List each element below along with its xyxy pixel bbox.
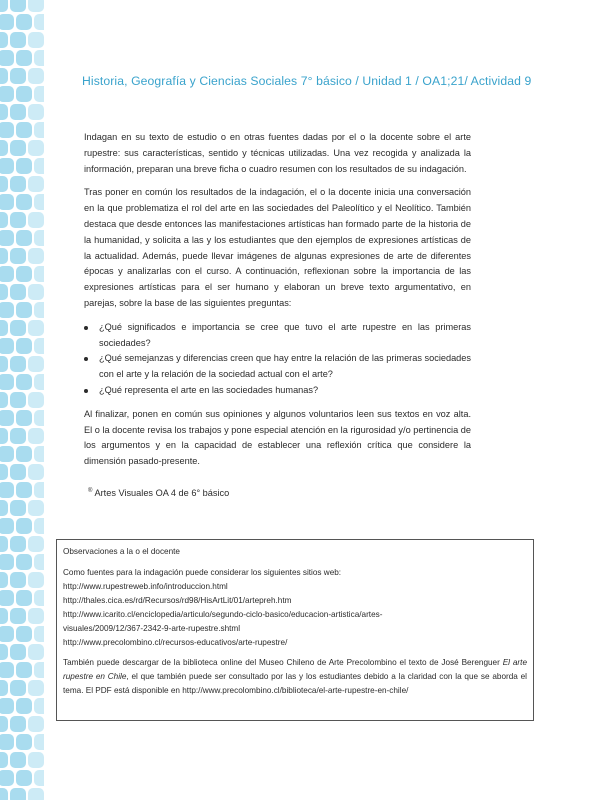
decorative-tile — [28, 680, 44, 696]
decorative-tile — [34, 374, 44, 390]
decorative-tile — [0, 230, 14, 246]
decorative-tile — [16, 14, 32, 30]
decorative-tile — [16, 230, 32, 246]
decorative-tile-row — [0, 140, 44, 158]
decorative-tile — [10, 176, 26, 192]
decorative-tile — [0, 482, 14, 498]
decorative-tile-row — [0, 518, 44, 536]
decorative-tile — [0, 338, 14, 354]
decorative-tile — [34, 302, 44, 318]
decorative-tile — [0, 590, 14, 606]
decorative-tile — [28, 572, 44, 588]
decorative-tile-row — [0, 284, 44, 302]
decorative-tile — [0, 140, 8, 156]
decorative-tile — [34, 626, 44, 642]
decorative-tile — [0, 788, 8, 800]
book-title: El arte rupestre en Chile — [63, 658, 527, 681]
decorative-tile — [28, 32, 44, 48]
decorative-tile — [0, 302, 14, 318]
links-intro: Como fuentes para la indagación puede considerar los siguientes sitios web: — [63, 568, 342, 577]
decorative-tile — [34, 194, 44, 210]
decorative-tile — [28, 752, 44, 768]
decorative-tile — [28, 536, 44, 552]
decorative-tile — [10, 716, 26, 732]
decorative-tile-row — [0, 14, 44, 32]
decorative-tile — [34, 698, 44, 714]
decorative-tile — [0, 176, 8, 192]
decorative-tile — [16, 194, 32, 210]
decorative-tile — [0, 446, 14, 462]
decorative-tile-strip — [0, 0, 44, 800]
decorative-tile — [10, 248, 26, 264]
decorative-tile — [10, 572, 26, 588]
decorative-tile — [34, 266, 44, 282]
decorative-tile-row — [0, 392, 44, 410]
decorative-tile-row — [0, 32, 44, 50]
decorative-tile — [0, 572, 8, 588]
decorative-tile — [28, 392, 44, 408]
paragraph-research: Indagan en su texto de estudio o en otras fuentes dadas por el o la docente sobre el arte rupestre: sus características, sentido y técnicas utilizadas. Una vez recogida y analizada la información, preparan una breve ficha o cuadro resumen con los resultados de su indagación. — [84, 132, 471, 174]
decorative-tile — [16, 770, 32, 786]
decorative-tile — [28, 68, 44, 84]
decorative-tile — [16, 446, 32, 462]
decorative-tile — [10, 788, 26, 800]
decorative-tile — [28, 428, 44, 444]
decorative-tile-row — [0, 446, 44, 464]
decorative-tile — [10, 320, 26, 336]
footnote-text: Artes Visuales OA 4 de 6° básico — [92, 488, 230, 498]
decorative-tile — [10, 428, 26, 444]
decorative-tile — [10, 140, 26, 156]
decorative-tile-row — [0, 158, 44, 176]
download-note-text: También puede descargar de la biblioteca online del Museo Chileno de Arte Precolombino el texto de José Berenguer — [63, 658, 503, 667]
decorative-tile — [34, 734, 44, 750]
decorative-tile — [16, 698, 32, 714]
decorative-tile-row — [0, 608, 44, 626]
decorative-tile — [16, 86, 32, 102]
decorative-tile-row — [0, 104, 44, 122]
decorative-tile — [34, 662, 44, 678]
decorative-tile — [0, 608, 8, 624]
decorative-tile — [0, 770, 14, 786]
decorative-tile — [34, 590, 44, 606]
decorative-tile-row — [0, 698, 44, 716]
decorative-tile — [0, 356, 8, 372]
decorative-tile — [10, 392, 26, 408]
decorative-tile — [16, 590, 32, 606]
decorative-tile — [0, 500, 8, 516]
teacher-observations-box — [56, 539, 534, 721]
decorative-tile — [0, 104, 8, 120]
decorative-tile-row — [0, 644, 44, 662]
decorative-tile-row — [0, 266, 44, 284]
decorative-tile — [10, 0, 26, 12]
decorative-tile — [34, 410, 44, 426]
decorative-tile — [28, 608, 44, 624]
decorative-tile — [10, 356, 26, 372]
decorative-tile-row — [0, 248, 44, 266]
decorative-tile — [10, 212, 26, 228]
decorative-tile — [34, 122, 44, 138]
decorative-tile — [34, 518, 44, 534]
decorative-tile-row — [0, 680, 44, 698]
decorative-tile — [0, 428, 8, 444]
decorative-tile — [28, 0, 44, 12]
decorative-tile — [34, 158, 44, 174]
decorative-tile — [10, 32, 26, 48]
decorative-tile — [0, 248, 8, 264]
decorative-tile — [10, 464, 26, 480]
question-text: ¿Qué semejanzas y diferencias creen que hay entre la relación de las primeras sociedades con el arte y la relación de la sociedad actual con el arte? — [99, 353, 471, 380]
decorative-tile — [16, 554, 32, 570]
decorative-tile-row — [0, 122, 44, 140]
decorative-tile — [0, 644, 8, 660]
decorative-tile — [0, 554, 14, 570]
decorative-tile-row — [0, 176, 44, 194]
decorative-tile — [34, 230, 44, 246]
decorative-tile — [34, 86, 44, 102]
decorative-tile-row — [0, 86, 44, 104]
decorative-tile — [0, 536, 8, 552]
decorative-tile — [0, 716, 8, 732]
decorative-tile — [34, 14, 44, 30]
decorative-tile-row — [0, 482, 44, 500]
decorative-tile — [0, 194, 14, 210]
decorative-tile — [16, 482, 32, 498]
decorative-tile — [0, 320, 8, 336]
decorative-tile-row — [0, 500, 44, 518]
decorative-tile-row — [0, 662, 44, 680]
decorative-tile — [16, 626, 32, 642]
decorative-tile-row — [0, 752, 44, 770]
decorative-tile-row — [0, 428, 44, 446]
decorative-tile-row — [0, 770, 44, 788]
decorative-tile — [16, 662, 32, 678]
decorative-tile — [28, 140, 44, 156]
decorative-tile — [16, 50, 32, 66]
decorative-tile — [0, 122, 14, 138]
decorative-tile-row — [0, 626, 44, 644]
question-text: ¿Qué significados e importancia se cree que tuvo el arte rupestre en las primeras sociedades? — [99, 321, 471, 348]
bullet-icon — [84, 326, 88, 330]
decorative-tile — [0, 266, 14, 282]
decorative-tile — [28, 212, 44, 228]
resource-link[interactable]: http://www.icarito.cl/enciclopedia/articulo/segundo-ciclo-basico/educacion-artistica/artes- — [63, 610, 383, 619]
decorative-tile — [0, 626, 14, 642]
decorative-tile — [34, 50, 44, 66]
decorative-tile — [0, 680, 8, 696]
decorative-tile — [28, 644, 44, 660]
resource-link-continuation[interactable]: visuales/2009/12/367-2342-9-arte-rupestre.shtml — [63, 624, 241, 633]
decorative-tile — [0, 284, 8, 300]
decorative-tile — [0, 752, 8, 768]
question-list — [84, 320, 471, 399]
decorative-tile — [34, 554, 44, 570]
decorative-tile — [28, 788, 44, 800]
decorative-tile-row — [0, 212, 44, 230]
decorative-tile — [16, 302, 32, 318]
page-header-title: Historia, Geografía y Ciencias Sociales 7° básico / Unidad 1 / OA1;21/ Actividad 9 — [82, 74, 532, 88]
decorative-tile-row — [0, 50, 44, 68]
decorative-tile — [16, 410, 32, 426]
decorative-tile — [0, 14, 14, 30]
question-item — [84, 351, 471, 383]
decorative-tile — [10, 752, 26, 768]
question-item — [84, 383, 471, 399]
decorative-tile — [10, 680, 26, 696]
decorative-tile — [0, 158, 14, 174]
decorative-tile — [0, 374, 14, 390]
decorative-tile — [10, 68, 26, 84]
activity-content — [84, 130, 471, 502]
decorative-tile — [0, 518, 14, 534]
footnote-mark: ® — [88, 487, 93, 494]
decorative-tile — [0, 212, 8, 228]
decorative-tile — [28, 320, 44, 336]
decorative-tile — [28, 716, 44, 732]
decorative-tile — [34, 338, 44, 354]
decorative-tile-row — [0, 464, 44, 482]
decorative-tile-row — [0, 230, 44, 248]
resource-link[interactable]: http://thales.cica.es/rd/Recursos/rd98/HisArtLit/01/artepreh.htm — [63, 596, 292, 605]
decorative-tile — [10, 608, 26, 624]
decorative-tile — [16, 266, 32, 282]
decorative-tile-row — [0, 194, 44, 212]
decorative-tile — [0, 32, 8, 48]
decorative-tile-row — [0, 572, 44, 590]
decorative-tile — [0, 662, 14, 678]
decorative-tile — [10, 284, 26, 300]
decorative-tile-row — [0, 734, 44, 752]
decorative-tile — [28, 500, 44, 516]
decorative-tile — [16, 734, 32, 750]
decorative-tile — [0, 0, 8, 12]
decorative-tile — [10, 536, 26, 552]
decorative-tile — [10, 500, 26, 516]
decorative-tile-row — [0, 788, 44, 800]
decorative-tile — [34, 482, 44, 498]
decorative-tile-row — [0, 356, 44, 374]
decorative-tile-row — [0, 410, 44, 428]
resource-link[interactable]: http://www.precolombino.cl/recursos-educativos/arte-rupestre/ — [63, 638, 288, 647]
decorative-tile — [28, 248, 44, 264]
bullet-icon — [84, 357, 88, 361]
paragraph-closing: Al finalizar, ponen en común sus opiniones y algunos voluntarios leen sus textos en voz alta. El o la docente revisa los trabajos y pone especial atención en la rigurosidad y/o pertinencia de los argumentos y en la capacidad de establecer una reflexión crítica que considere la dimensión pasado-presente. — [84, 408, 471, 467]
decorative-tile — [28, 464, 44, 480]
decorative-tile-row — [0, 536, 44, 554]
decorative-tile — [28, 284, 44, 300]
decorative-tile-row — [0, 302, 44, 320]
decorative-tile-row — [0, 68, 44, 86]
decorative-tile-row — [0, 590, 44, 608]
decorative-tile — [10, 104, 26, 120]
observations-title: Observaciones a la o el docente — [63, 547, 180, 556]
decorative-tile — [34, 770, 44, 786]
resource-link[interactable]: http://www.rupestreweb.info/introduccion.html — [63, 582, 228, 591]
cross-curricular-footnote — [84, 484, 471, 502]
question-item — [84, 320, 471, 352]
decorative-tile — [0, 50, 14, 66]
decorative-tile — [28, 176, 44, 192]
decorative-tile — [0, 698, 14, 714]
decorative-tile — [16, 374, 32, 390]
decorative-tile — [28, 104, 44, 120]
decorative-tile — [0, 86, 14, 102]
decorative-tile — [16, 158, 32, 174]
question-text: ¿Qué representa el arte en las sociedades humanas? — [99, 384, 319, 395]
decorative-tile — [10, 644, 26, 660]
decorative-tile-row — [0, 338, 44, 356]
decorative-tile — [0, 392, 8, 408]
decorative-tile — [16, 518, 32, 534]
decorative-tile — [16, 122, 32, 138]
decorative-tile-row — [0, 554, 44, 572]
links-block — [63, 566, 527, 650]
paragraph-discussion: Tras poner en común los resultados de la indagación, el o la docente inicia una conversación en la que problematiza el rol del arte en las sociedades del Paleolítico y el Neolítico. También destaca que desde entonces las manifestaciones artísticas han formado parte de la historia de la humanidad, y solicita a las y los estudiantes que den ejemplos de expresiones artísticas de la actualidad. Además, puede llevar imágenes de algunas expresiones de arte de diferentes épocas y analizarlas con el curso. A continuación, reflexionan sobre la importancia de las expresiones artísticas para el ser humano y elaboran un breve texto argumentativo, en parejas, sobre la base de las siguientes preguntas: — [84, 187, 471, 308]
decorative-tile — [0, 68, 8, 84]
decorative-tile — [0, 410, 14, 426]
decorative-tile-row — [0, 374, 44, 392]
download-note-text-end[interactable]: , el que también puede ser consultado por las y los estudiantes debido a la claridad con la que se aborda el tema. El PDF está disponible en http://www.precolombino.cl/biblioteca/el-arte-rupestre-en-chile/ — [63, 672, 527, 695]
decorative-tile — [0, 734, 14, 750]
decorative-tile — [16, 338, 32, 354]
decorative-tile — [28, 356, 44, 372]
decorative-tile-row — [0, 716, 44, 734]
decorative-tile — [0, 464, 8, 480]
decorative-tile-row — [0, 0, 44, 14]
download-note — [63, 656, 527, 698]
decorative-tile-row — [0, 320, 44, 338]
bullet-icon — [84, 389, 88, 393]
decorative-tile — [34, 446, 44, 462]
